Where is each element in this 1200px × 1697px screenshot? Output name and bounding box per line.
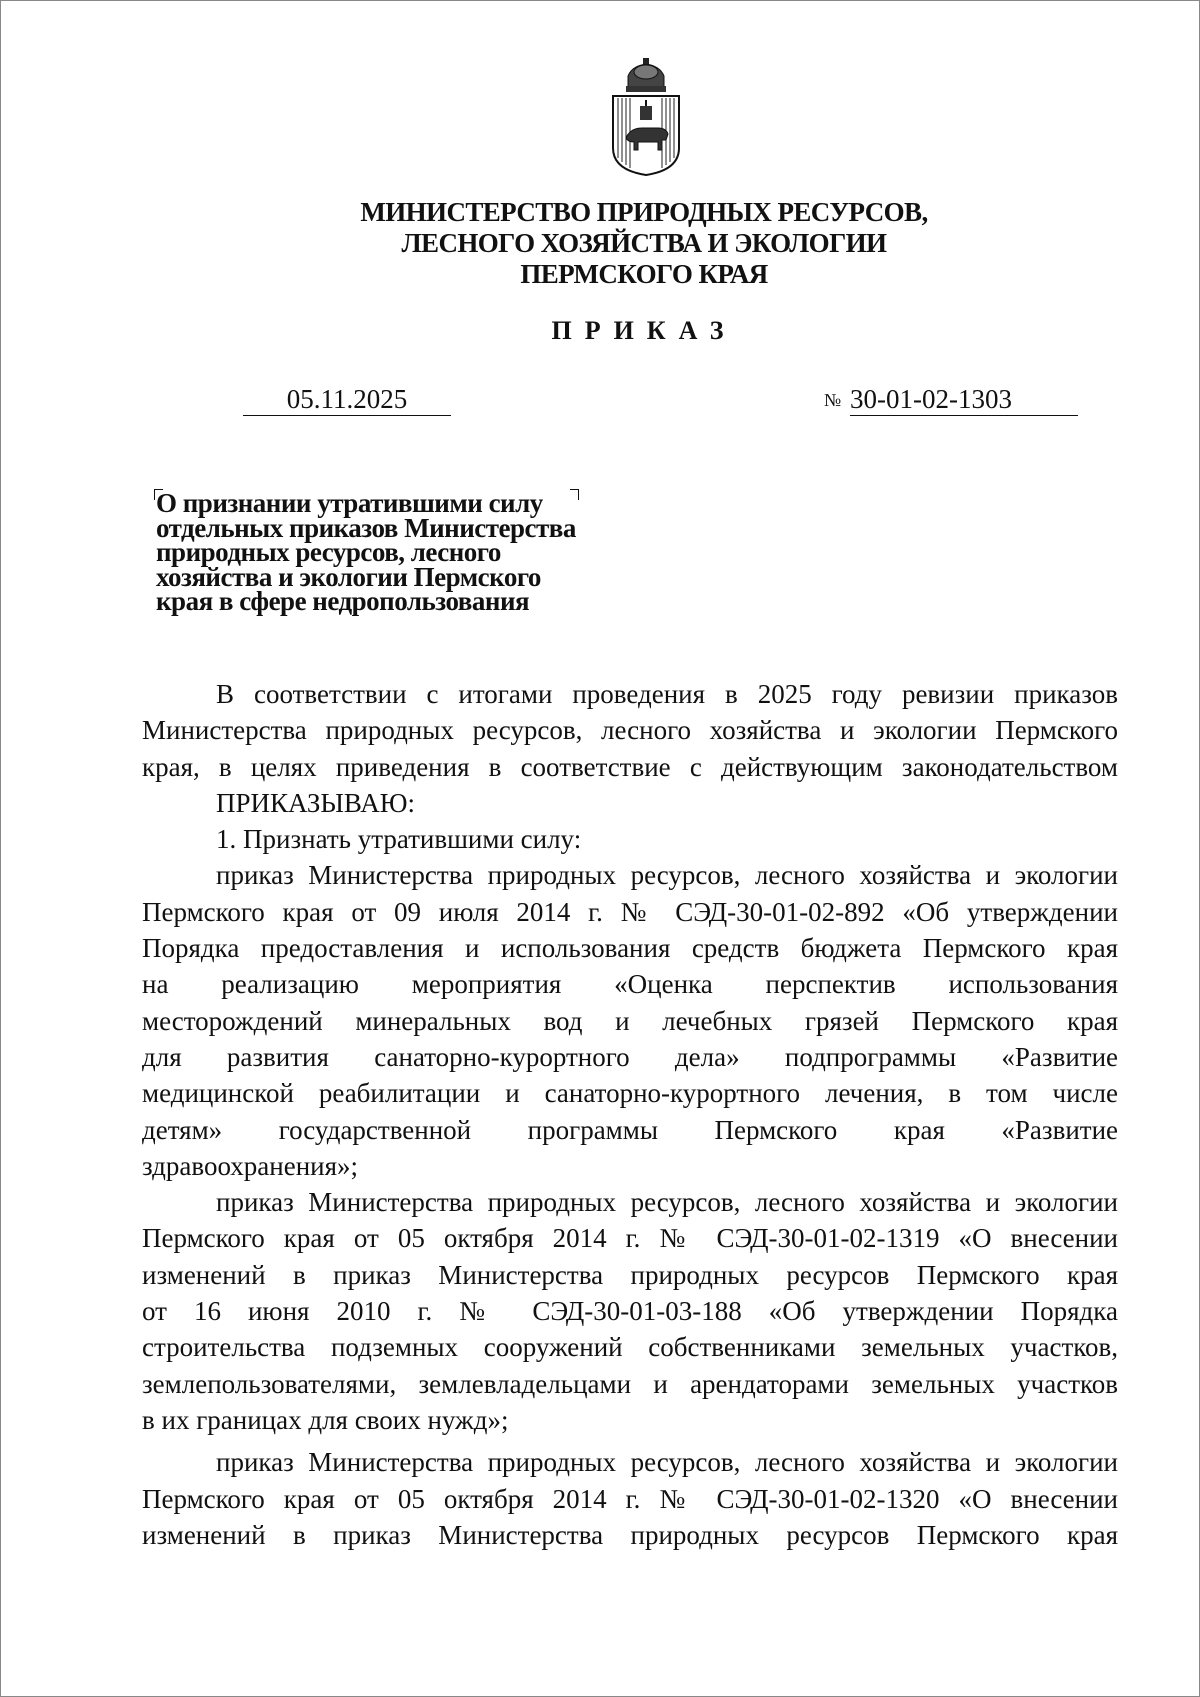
paragraph-2: [142, 1184, 1118, 1438]
paragraph-1: [142, 857, 1118, 1184]
text-line: строительства подземных сооружений собственниками земельных участков,: [142, 1332, 1118, 1363]
subject-line: природных ресурсов, лесного: [156, 537, 501, 567]
text-line: медицинской реабилитации и санаторно-курортного лечения, в том числе: [142, 1078, 1118, 1109]
subject-line: хозяйства и экологии Пермского: [156, 561, 541, 592]
paragraph-3: [142, 1444, 1118, 1553]
number-sign: №: [824, 390, 842, 410]
text-line: от 16 июня 2010 г. № СЭД-30-01-03-188 «Об утверждении Порядка: [142, 1296, 1118, 1327]
text-line: Пермского края от 05 октября 2014 г. № СЭД-30-01-02-1320 «О внесении: [142, 1483, 1118, 1514]
order-word: ПРИКАЗЫВАЮ:: [216, 787, 415, 818]
text-line: приказ Министерства природных ресурсов, лесного хозяйства и экологии: [216, 1447, 1118, 1478]
header-line-1: МИНИСТЕРСТВО ПРИРОДНЫХ РЕСУРСОВ,: [360, 197, 928, 227]
text-line: для развития санаторно-курортного дела» подпрограммы «Развитие: [142, 1041, 1118, 1072]
text-line: изменений в приказ Министерства природных ресурсов Пермского края: [142, 1519, 1118, 1550]
order-number: 30-01-02-1303: [850, 383, 1078, 416]
subject-line: отдельных приказов Министерства: [156, 512, 576, 543]
text-line: землепользователями, землевладельцами и арендаторами земельных участков: [142, 1368, 1118, 1399]
intro-paragraph: [142, 676, 1118, 785]
text-line: изменений в приказ Министерства природных ресурсов Пермского края: [142, 1259, 1118, 1290]
order-date: 05.11.2025: [243, 383, 451, 416]
subject-line: О признании утратившими силу: [156, 488, 543, 518]
text-line: Пермского края от 09 июля 2014 г. № СЭД-30-01-02-892 «Об утверждении: [142, 896, 1118, 927]
text-line: в их границах для своих нужд»;: [142, 1404, 509, 1435]
order-title: ПРИКАЗ: [551, 316, 737, 345]
item-1: 1. Признать утратившими силу:: [216, 824, 582, 855]
subject-line: края в сфере недропользования: [156, 586, 530, 616]
text-line: детям» государственной программы Пермского края «Развитие: [142, 1114, 1118, 1145]
text-line: Порядка предоставления и использования средств бюджета Пермского края: [142, 933, 1118, 964]
text-line: приказ Министерства природных ресурсов, лесного хозяйства и экологии: [216, 860, 1118, 891]
order-subject: [156, 488, 576, 616]
text-line: Министерства природных ресурсов, лесного хозяйства и экологии Пермского: [142, 715, 1118, 746]
text-line: приказ Министерства природных ресурсов, лесного хозяйства и экологии: [216, 1187, 1118, 1218]
order-number-block: [824, 383, 1054, 416]
coat-of-arms-icon: [608, 58, 684, 176]
text-line: на реализацию мероприятия «Оценка перспектив использования: [142, 969, 1118, 1000]
text-line: В соответствии с итогами проведения в 2025 году ревизии приказов: [216, 679, 1118, 709]
text-line: здравоохранения»;: [142, 1150, 359, 1181]
header-line-2: ЛЕСНОГО ХОЗЯЙСТВА И ЭКОЛОГИИ: [401, 228, 887, 258]
order-body: [142, 676, 1118, 1553]
text-line: края, в целях приведения в соответствие с действующим законодательством: [142, 751, 1118, 782]
text-line: Пермского края от 05 октября 2014 г. № СЭД-30-01-02-1319 «О внесении: [142, 1223, 1118, 1254]
ministry-header: [200, 197, 1088, 290]
header-line-3: ПЕРМСКОГО КРАЯ: [520, 259, 768, 289]
text-line: месторождений минеральных вод и лечебных грязей Пермского края: [142, 1005, 1118, 1036]
